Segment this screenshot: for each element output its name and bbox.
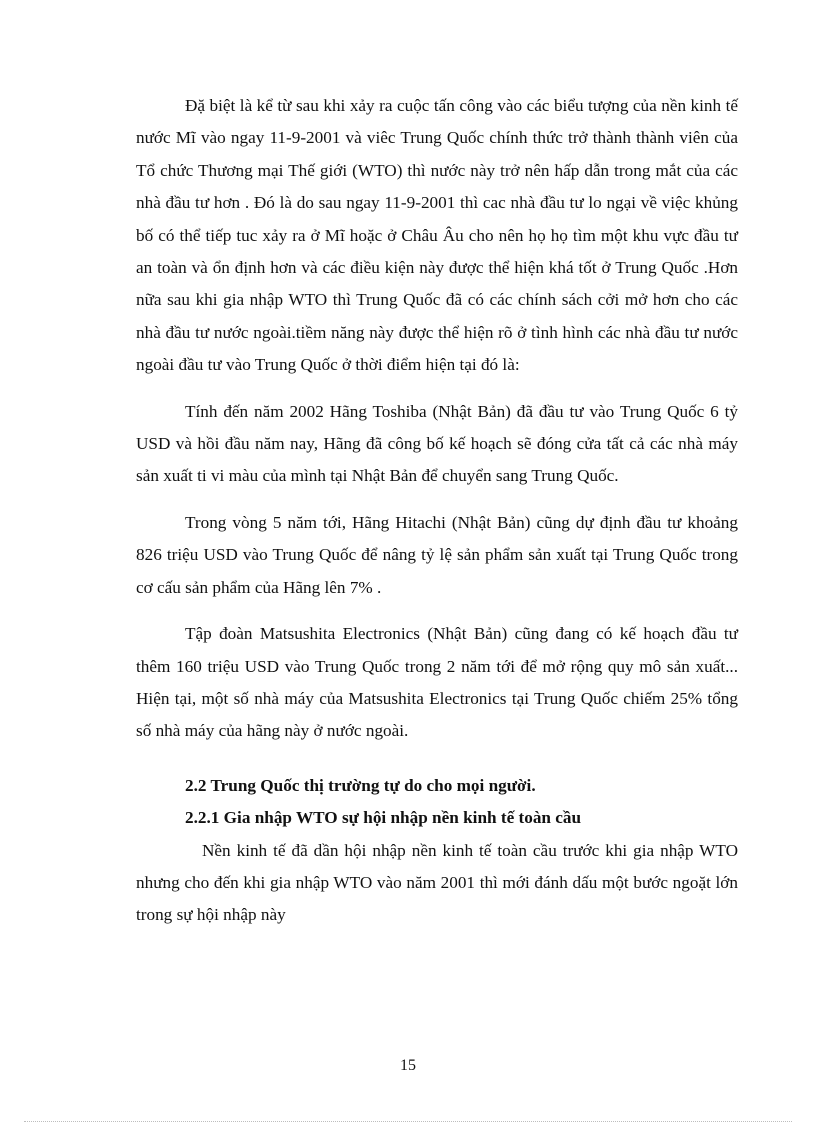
subsection-heading: 2.2.1 Gia nhập WTO sự hội nhập nền kinh tế toàn cầu bbox=[185, 808, 582, 828]
paragraph-matsushita: Tập đoàn Matsushita Electronics (Nhật Bản) cũng đang có kế hoạch đầu tư thêm 160 triệu USD vào Trung Quốc trong 2 năm tới để mở rộng quy mô sản xuất... Hiện tại, một số nhà máy của Matsushita Electronics tại Trung Quốc chiếm 25% tổng số nhà máy của hãng này ở nước ngoài. bbox=[136, 624, 738, 741]
page-number: 15 bbox=[400, 1057, 416, 1074]
page-bottom-divider bbox=[24, 1121, 792, 1122]
page-content bbox=[136, 90, 738, 932]
section-spacer bbox=[136, 762, 738, 770]
paragraph-toshiba: Tính đến năm 2002 Hãng Toshiba (Nhật Bản) đã đầu tư vào Trung Quốc 6 tỷ USD và hồi đầu năm nay, Hãng đã công bố kế hoạch sẽ đóng cửa tất cả các nhà máy sản xuất ti vi màu của mình tại Nhật Bản để chuyển sang Trung Quốc. bbox=[136, 401, 738, 486]
paragraph-hitachi: Trong vòng 5 năm tới, Hãng Hitachi (Nhật Bản) cũng dự định đầu tư khoảng 826 triệu USD vào Trung Quốc để nâng tỷ lệ sản phẩm sản xuất tại Trung Quốc trong cơ cấu sản phẩm của Hãng lên 7% . bbox=[136, 512, 738, 597]
paragraph-investment-context: Đặ biệt là kể từ sau khi xảy ra cuộc tấn công vào các biểu tượng của nền kinh tế nước Mĩ vào ngay 11-9-2001 và viêc Trung Quốc chính thức trở thành thành viên của Tổ chức Thương mại Thế giới (WTO) thì nước này trở nên hấp dẫn trong mắt của các nhà đầu tư hơn . Đó là do sau ngay 11-9-2001 thì cac nhà đầu tư lo ngại về việc khủng bố có thể tiếp tuc xảy ra ở Mĩ hoặc ở Châu Âu cho nên họ họ tìm một khu vực đầu tư an toàn và ổn định hơn và các điều kiện này được thể hiện khá tốt ở Trung Quốc .Hơn nữa sau khi gia nhập WTO thì Trung Quốc đã có các chính sách cởi mở hơn cho các nhà đầu tư nước ngoài.tiềm năng này được thể hiện rõ ở tình hình các nhà đầu tư nước ngoài đầu tư vào Trung Quốc ở thời điểm hiện tại đó là: bbox=[136, 96, 738, 375]
paragraph-wto-integration: Nền kinh tế đã dần hội nhập nền kinh tế toàn cầu trước khi gia nhập WTO nhưng cho đến khi gia nhập WTO vào năm 2001 thì mới đánh dấu một bước ngoặt lớn trong sự hội nhập này bbox=[136, 840, 738, 925]
section-heading: 2.2 Trung Quốc thị trường tự do cho mọi người. bbox=[185, 775, 536, 795]
